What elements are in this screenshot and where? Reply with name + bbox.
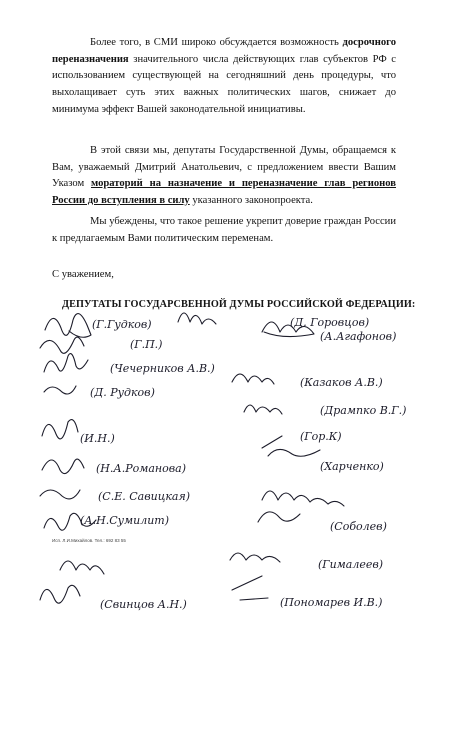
signature-label: (Гималеев) [318,558,384,571]
signature-label: (Дрампко В.Г.) [320,404,407,417]
signature-scribble [230,553,280,562]
signature-scribble [232,576,268,600]
signature-label: (А.Агафонов) [320,330,397,343]
signature-label: (А.Н.Сумилит) [80,514,170,527]
signature-label: (Пономарев И.В.) [280,596,383,609]
signature-scribble [232,374,274,384]
signature-scribble [258,512,300,522]
signature-scribble [262,491,344,506]
signature-scribble [42,459,84,473]
signature-scribble [60,561,104,574]
signature-scribble [44,354,88,372]
paragraph-2-text-a: В этой связи мы, депутаты Государственной Думы, обращаемся к Вам, уважаемый Дмитрий Анатольевич, с предложением ввести Вашим Указом [52,145,396,190]
signature-label: (Н.А.Романова) [96,462,187,475]
signature-label: (Г.Гудков) [92,318,152,331]
signature-scribble [178,313,216,324]
signature-scribble [42,420,78,439]
signatories-heading: ДЕПУТАТЫ ГОСУДАРСВЕННОЙ ДУМЫ РОССИЙСКОЙ ФЕДЕРАЦИИ: [62,299,416,310]
paragraph-1-text-a: Более того, в СМИ широко обсуждается возможность [90,37,343,48]
signature-label: (Соболев) [330,520,387,533]
signature-label: (Г.П.) [130,338,163,351]
signature-scribble [40,337,84,353]
signature-scribble [244,405,282,414]
closing: С уважением, [52,269,114,280]
signature-label: (И.Н.) [80,432,115,445]
signature-label: (Чечерников А.В.) [110,362,215,375]
footer-note: Исп. Л.И.Михайлов. Тел.: 692 83 55 [52,538,126,543]
signature-scribble [40,585,80,603]
paragraph-1-bold: досрочного переназначения [52,37,396,65]
signature-scribble [45,314,91,338]
signature-label: (Гор.К) [300,430,342,443]
signature-label: (Свинцов А.Н.) [100,598,187,611]
paragraph-2-text-c: указанного законопроекта. [189,195,313,207]
signature-label: (Харченко) [320,460,384,473]
signature-scribble [44,386,76,394]
signature-label: (Д. Горовцов) [290,316,370,329]
signature-label: (Д. Рудков) [90,386,155,399]
paragraph-1-text-c: значительного числа действующих глав субъектов РФ с использованием существующей на сегодняшний день процедуры, что выхолащивает суть этих важных политических шагов, снижает до минимума эффект Вашей законодательной инициативы. [52,53,396,115]
paragraph-2-underlined: мораторий на назначение и переназначение глав регионов России до вступления в силу [52,178,396,207]
signature-label: (Казаков А.В.) [300,376,383,389]
signature-label: (С.Е. Савицкая) [98,490,191,503]
signature-scribble [40,490,80,499]
paragraph-3: Мы убеждены, что такое решение укрепит доверие граждан России к предлагаемым Вами политическим переменам. [52,216,396,244]
